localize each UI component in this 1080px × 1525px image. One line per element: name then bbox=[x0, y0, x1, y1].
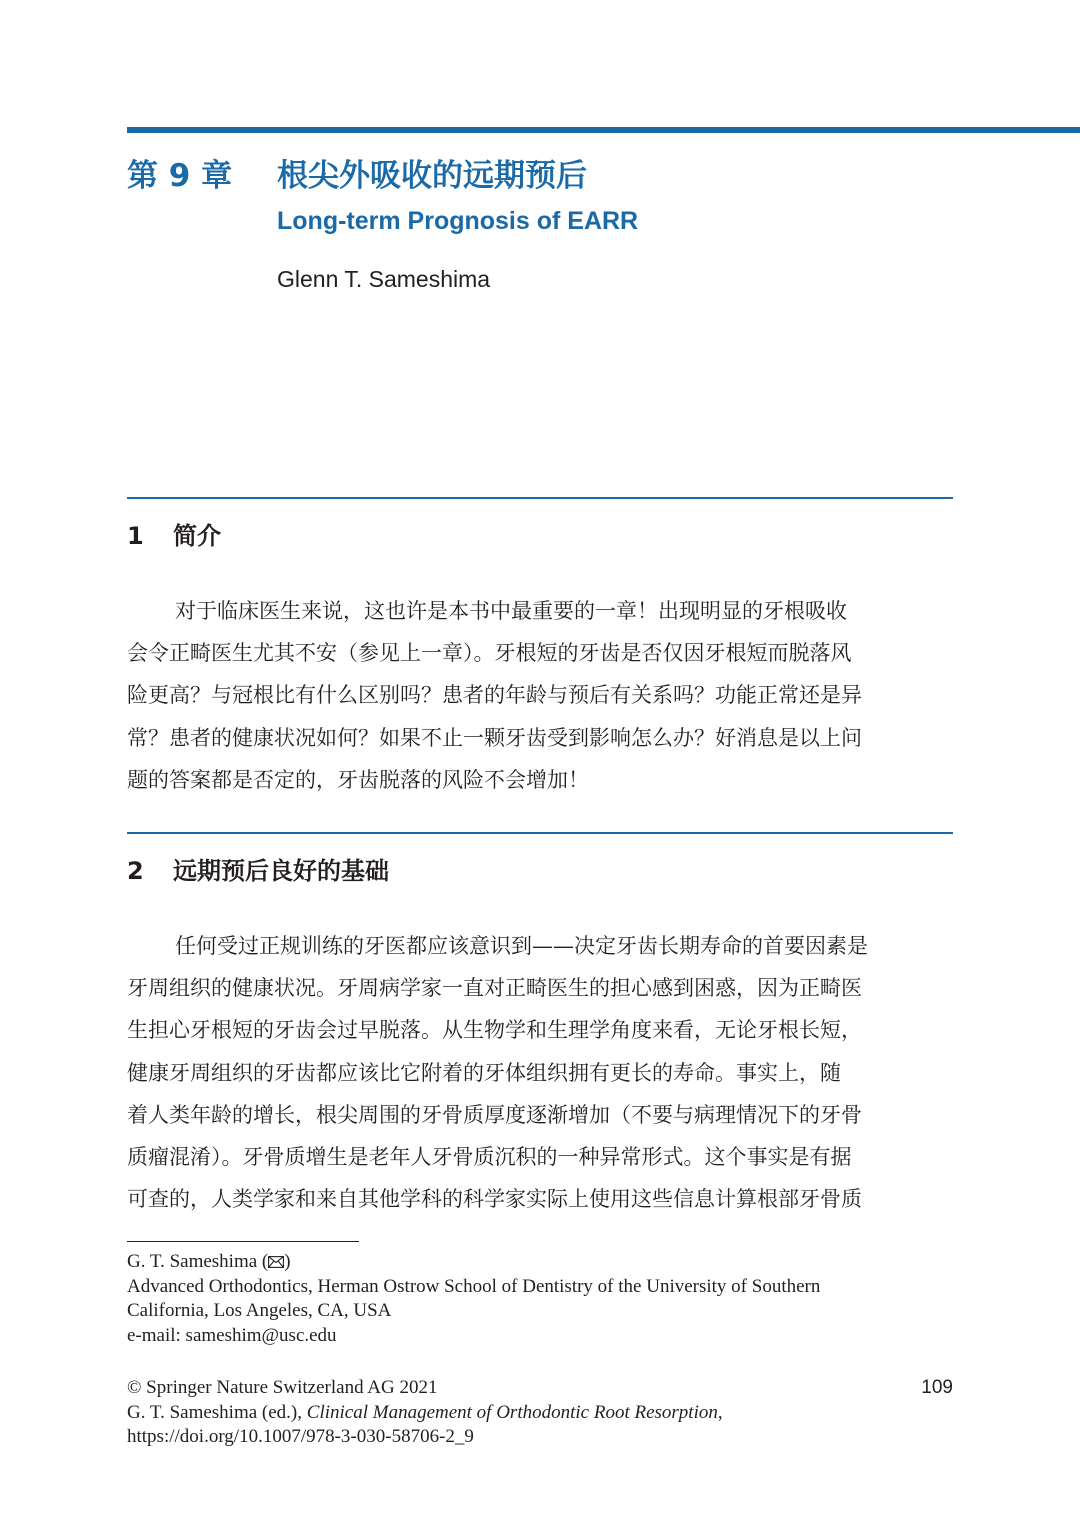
paragraph-line: 对于临床医生来说，这也许是本书中最重要的一章！出现明显的牙根吸收 bbox=[175, 599, 847, 623]
paragraph-line: 常？患者的健康状况如何？如果不止一颗牙齿受到影响怎么办？好消息是以上问 bbox=[127, 725, 862, 750]
chapter-author: Glenn T. Sameshima bbox=[277, 266, 491, 292]
section-2-rule bbox=[127, 832, 953, 834]
doi-link[interactable]: https://doi.org/10.1007/978-3-030-58706-2_9 bbox=[127, 1426, 474, 1448]
section-2-title: 远期预后良好的基础 bbox=[173, 857, 389, 885]
section-2-heading bbox=[127, 851, 389, 886]
page-number: 109 bbox=[921, 1377, 953, 1398]
chapter-title: 根尖外吸收的远期预后 bbox=[277, 158, 587, 194]
footnote-rule bbox=[127, 1241, 359, 1242]
citation-prefix: G. T. Sameshima (ed.), bbox=[127, 1401, 307, 1423]
paragraph-line: 题的答案都是否定的，牙齿脱落的风险不会增加！ bbox=[127, 767, 589, 792]
paragraph-line: 着人类年龄的增长，根尖周围的牙骨质厚度逐渐增加（不要与病理情况下的牙骨 bbox=[127, 1102, 862, 1127]
footnote-affiliation-1: Advanced Orthodontics, Herman Ostrow School of Dentistry of the University of Southern bbox=[127, 1275, 821, 1297]
chapter-top-rule bbox=[127, 127, 1080, 133]
book-title: Clinical Management of Orthodontic Root Resorption bbox=[306, 1401, 718, 1423]
paragraph-line: 质瘤混淆）。牙骨质增生是老年人牙骨质沉积的一种异常形式。这个事实是有据 bbox=[127, 1144, 852, 1169]
section-1-paragraph bbox=[127, 590, 953, 801]
paragraph-line: 牙周组织的健康状况。牙周病学家一直对正畸医生的担心感到困惑，因为正畸医 bbox=[127, 976, 862, 1001]
section-2-number: 2 bbox=[127, 857, 144, 885]
chapter-english-title: Long-term Prognosis of EARR bbox=[277, 207, 639, 235]
paragraph-line: 任何受过正规训练的牙医都应该意识到——决定牙齿长期寿命的首要因素是 bbox=[175, 934, 868, 958]
section-1-title: 简介 bbox=[173, 522, 221, 550]
paragraph-line: 生担心牙根短的牙齿会过早脱落。从生物学和生理学角度来看，无论牙根长短， bbox=[127, 1018, 862, 1043]
paragraph-line: 可查的，人类学家和来自其他学科的科学家实际上使用这些信息计算根部牙骨质 bbox=[127, 1187, 862, 1212]
footnote-email[interactable]: e-mail: sameshim@usc.edu bbox=[127, 1325, 337, 1347]
author-footnote bbox=[127, 1250, 953, 1349]
copyright-line: © Springer Nature Switzerland AG 2021 bbox=[127, 1377, 438, 1398]
envelope-icon[interactable] bbox=[268, 1256, 284, 1268]
paragraph-line: 会令正畸医生尤其不安（参见上一章）。牙根短的牙齿是否仅因牙根短而脱落风 bbox=[127, 641, 852, 666]
section-1-number: 1 bbox=[127, 522, 144, 550]
footnote-name-line: G. T. Sameshima ( ) bbox=[127, 1251, 291, 1272]
footnote-name: G. T. Sameshima bbox=[127, 1251, 258, 1272]
copyright-block bbox=[127, 1376, 953, 1450]
citation-line bbox=[127, 1401, 953, 1426]
footnote-affiliation-2: California, Los Angeles, CA, USA bbox=[127, 1300, 392, 1322]
paragraph-line: 健康牙周组织的牙齿都应该比它附着的牙体组织拥有更长的寿命。事实上，随 bbox=[127, 1060, 841, 1085]
section-1-rule bbox=[127, 497, 953, 499]
section-2-paragraph bbox=[127, 925, 953, 1220]
chapter-label: 第 9 章 bbox=[127, 158, 233, 194]
paragraph-line: 险更高？与冠根比有什么区别吗？患者的年龄与预后有关系吗？功能正常还是异 bbox=[127, 683, 862, 708]
section-1-heading bbox=[127, 516, 221, 551]
citation-suffix: , bbox=[717, 1401, 723, 1423]
